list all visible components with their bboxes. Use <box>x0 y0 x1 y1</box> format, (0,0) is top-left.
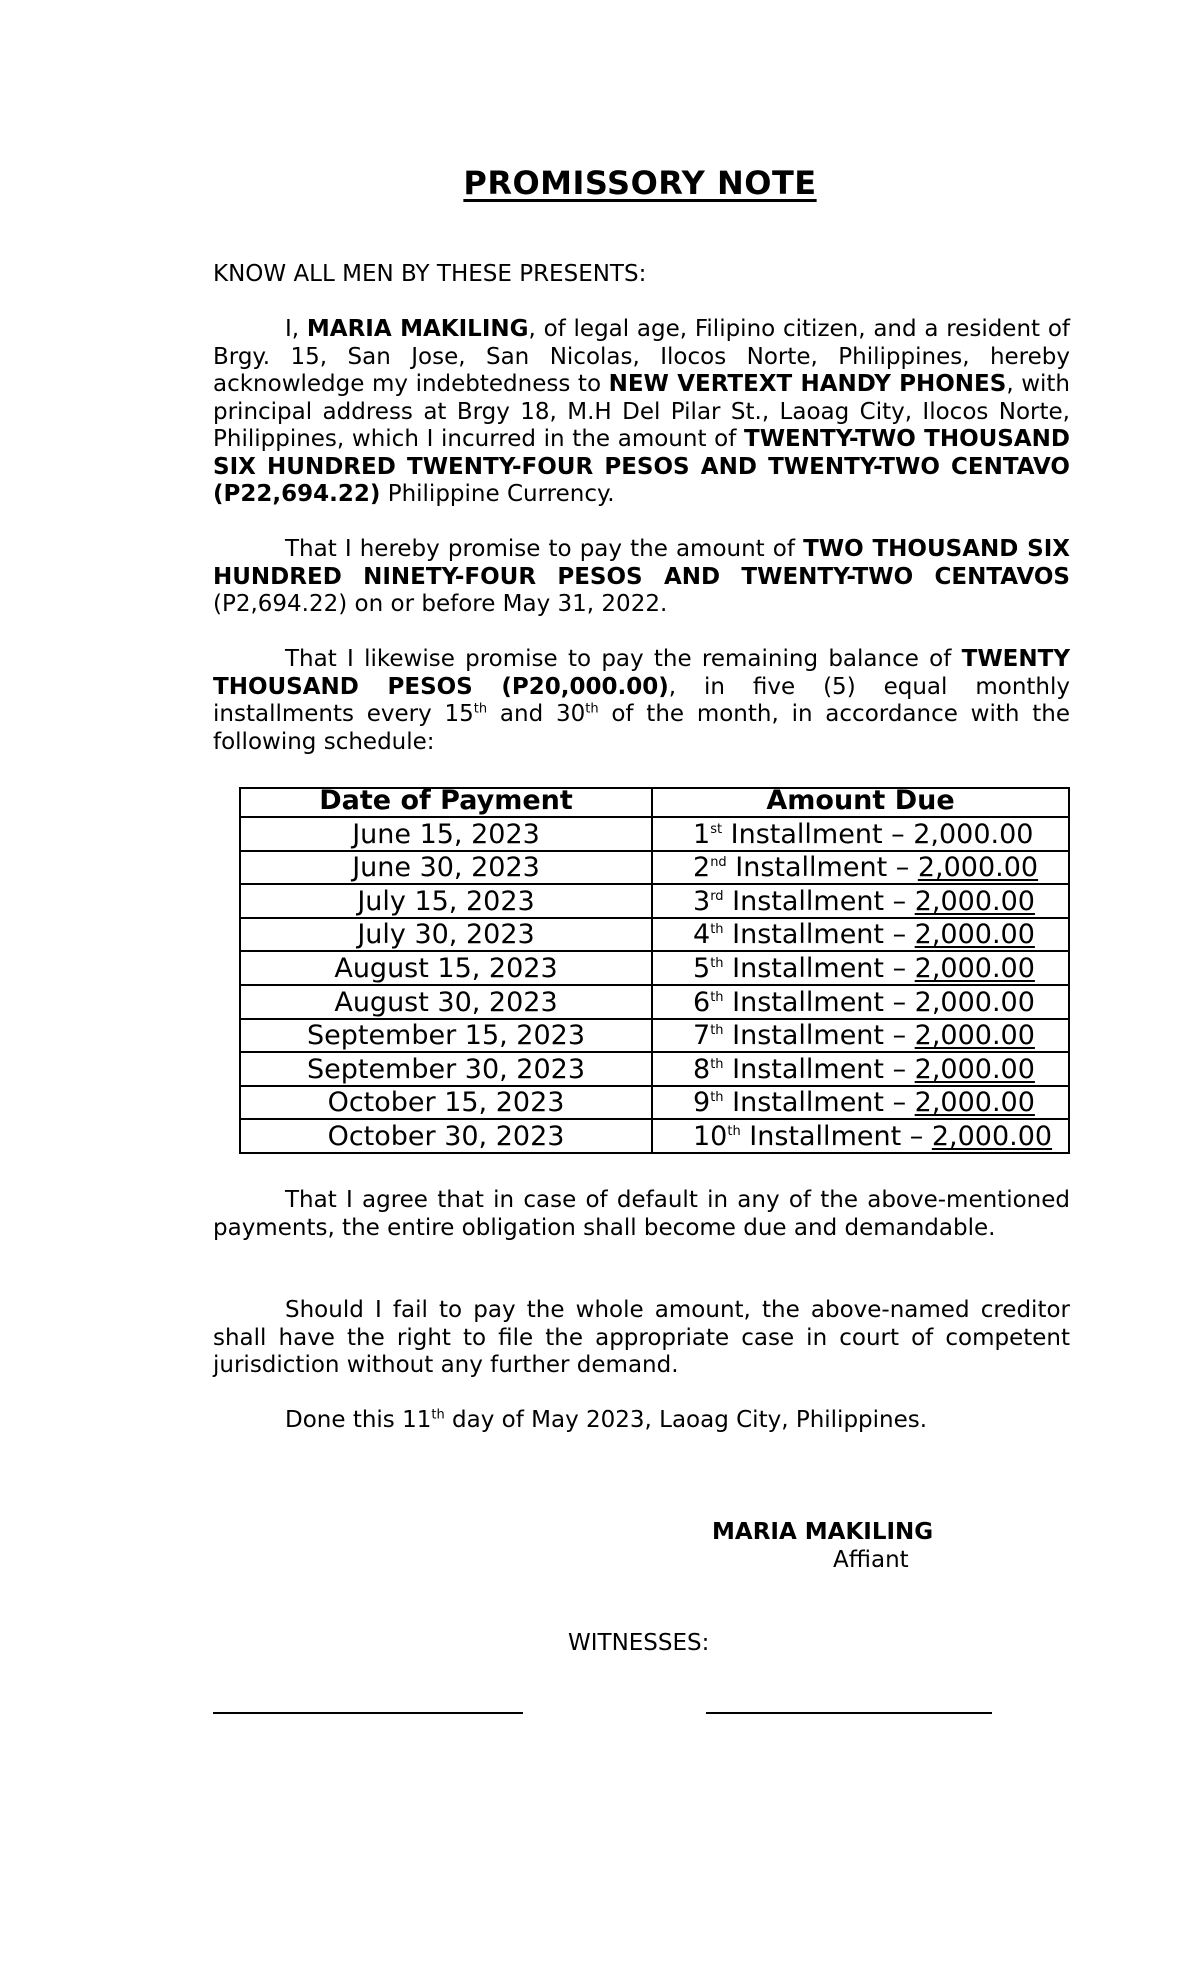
table-row <box>240 1019 1069 1053</box>
header-amount-due: Amount Due <box>652 788 1069 817</box>
installment-amount: 7th Installment – 2,000.00 <box>652 1019 1069 1053</box>
amount-value: 2,000.00 <box>914 1053 1035 1085</box>
amount-value: 2,000.00 <box>914 1020 1035 1052</box>
paragraph-execution-date: Done this 11th day of May 2023, Laoag City, Philippines. <box>285 1407 928 1433</box>
header-date-of-payment: Date of Payment <box>240 788 652 817</box>
amount-value: 2,000.00 <box>917 852 1039 884</box>
payment-date: August 15, 2023 <box>240 951 652 985</box>
installment-amount: 3rd Installment – 2,000.00 <box>652 884 1069 918</box>
amount-value: 2,000.00 <box>913 818 1034 850</box>
total-amount: TWENTY-TWO THOUSAND SIX HUNDRED TWENTY-FOUR PESOS AND TWENTY-TWO CENTAVO (P22,694.22) <box>213 426 1071 507</box>
table-row <box>240 1052 1069 1086</box>
opening-clause: KNOW ALL MEN BY THESE PRESENTS: <box>213 261 647 287</box>
amount-value: 2,000.00 <box>931 1120 1053 1152</box>
installment-amount: 4th Installment – 2,000.00 <box>652 918 1069 952</box>
table-header-row <box>240 788 1069 817</box>
witness-signature-line-1 <box>213 1712 523 1714</box>
installment-amount: 10th Installment – 2,000.00 <box>652 1119 1069 1153</box>
table-row <box>240 951 1069 985</box>
amount-value: 2,000.00 <box>914 919 1035 951</box>
installment-amount: 2nd Installment – 2,000.00 <box>652 851 1069 885</box>
installment-amount: 6th Installment – 2,000.00 <box>652 985 1069 1019</box>
payment-date: September 15, 2023 <box>240 1019 652 1053</box>
payment-date: October 30, 2023 <box>240 1119 652 1153</box>
balance-amount: TWENTY THOUSAND PESOS (P20,000.00) <box>213 646 1070 700</box>
table-row <box>240 918 1069 952</box>
table-row <box>240 851 1069 885</box>
debtor-name: MARIA MAKILING <box>306 316 529 342</box>
amount-value: 2,000.00 <box>914 952 1035 984</box>
signatory-name: MARIA MAKILING <box>712 1519 934 1545</box>
paragraph-initial-payment: That I hereby promise to pay the amount of TWO THOUSAND SIX HUNDRED NINETY-FOUR PESOS AND TWENTY-TWO CENTAVOS (P2,694.22) on or before May 31, 2022. <box>213 536 1070 617</box>
paragraph-legal-action: Should I fail to pay the whole amount, the above-named creditor shall have the right to file the appropriate case in court of competent jurisdiction without any further demand. <box>213 1297 1070 1378</box>
payment-date: August 30, 2023 <box>240 985 652 1019</box>
payment-schedule-table <box>239 787 1070 1154</box>
installment-amount: 5th Installment – 2,000.00 <box>652 951 1069 985</box>
amount-value: 2,000.00 <box>914 885 1035 917</box>
installment-amount: 1st Installment – 2,000.00 <box>652 817 1069 851</box>
signatory-role: Affiant <box>833 1547 909 1573</box>
witnesses-label: WITNESSES: <box>568 1630 710 1656</box>
table-row <box>240 1119 1069 1153</box>
payment-date: June 30, 2023 <box>240 851 652 885</box>
payment-date: July 30, 2023 <box>240 918 652 952</box>
installment-amount: 8th Installment – 2,000.00 <box>652 1052 1069 1086</box>
table-row <box>240 817 1069 851</box>
installment-amount: 9th Installment – 2,000.00 <box>652 1086 1069 1120</box>
amount-value: 2,000.00 <box>914 986 1035 1018</box>
paragraph-indebtedness: I, MARIA MAKILING, of legal age, Filipino citizen, and a resident of Brgy. 15, San Jose, San Nicolas, Ilocos Norte, Philippines, hereby acknowledge my indebtedness to NEW VERTEXT HANDY PHONES, with principal address at Brgy 18, M.H Del Pilar St., Laoag City, Ilocos Norte, Philippines, which I incurred in the amount of TWENTY-TWO THOUSAND SIX HUNDRED TWENTY-FOUR PESOS AND TWENTY-TWO CENTAVO (P22,694.22) Philippine Currency. <box>213 316 1071 507</box>
witness-signature-line-2 <box>706 1712 992 1714</box>
table-row <box>240 884 1069 918</box>
amount-value: 2,000.00 <box>914 1087 1035 1119</box>
table-row <box>240 985 1069 1019</box>
paragraph-balance: That I likewise promise to pay the remaining balance of TWENTY THOUSAND PESOS (P20,000.00), in five (5) equal monthly installments every 15th and 30th of the month, in accordance with the following schedule: <box>213 646 1070 755</box>
payment-date: October 15, 2023 <box>240 1086 652 1120</box>
payment-date: June 15, 2023 <box>240 817 652 851</box>
payment-date: September 30, 2023 <box>240 1052 652 1086</box>
initial-amount: TWO THOUSAND SIX HUNDRED NINETY-FOUR PESOS AND TWENTY-TWO CENTAVOS <box>213 536 1070 590</box>
payment-date: July 15, 2023 <box>240 884 652 918</box>
document-title: PROMISSORY NOTE <box>463 164 817 202</box>
paragraph-default: That I agree that in case of default in any of the above-mentioned payments, the entire obligation shall become due and demandable. <box>213 1187 1070 1241</box>
table-row <box>240 1086 1069 1120</box>
creditor-name: NEW VERTEXT HANDY PHONES <box>608 371 1007 397</box>
